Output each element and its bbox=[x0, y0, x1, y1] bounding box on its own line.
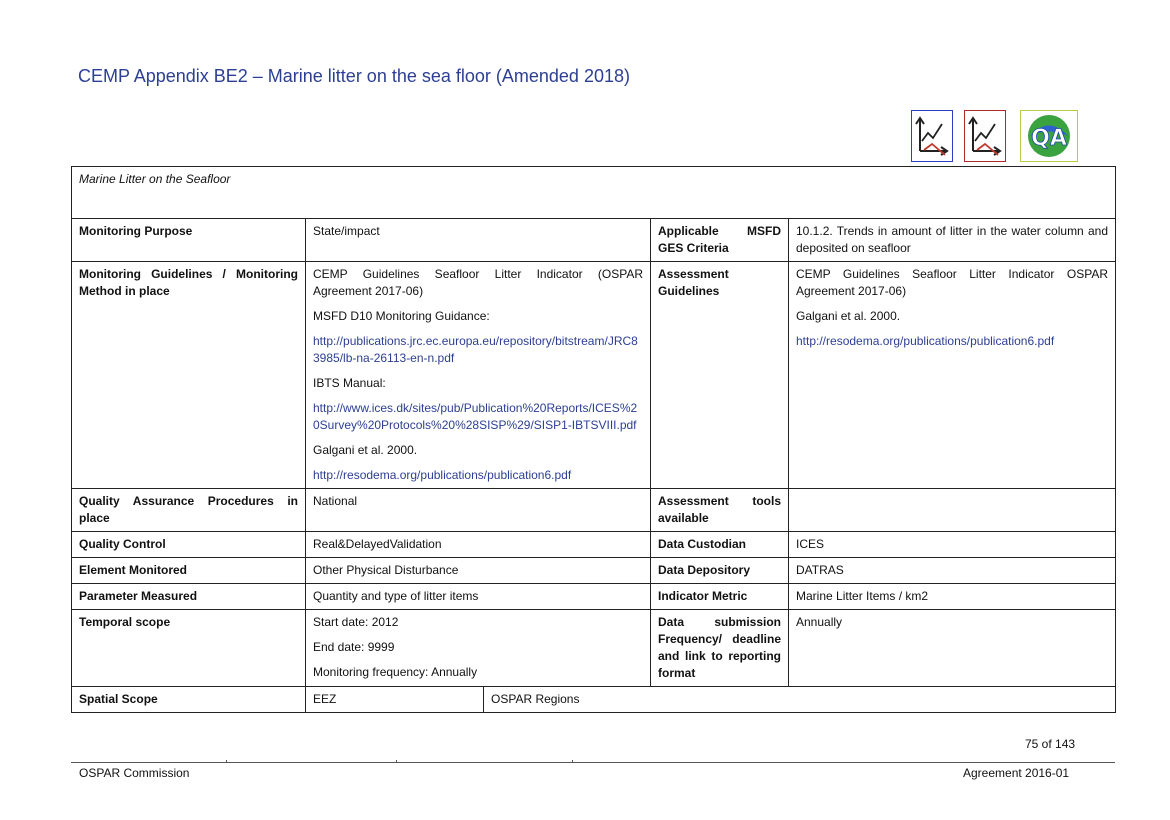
table-row bbox=[72, 532, 1116, 558]
assessment-item: Galgani et al. 2000. bbox=[796, 309, 901, 323]
footer-divider-tick bbox=[572, 760, 573, 763]
temporal-scope-value bbox=[306, 610, 651, 687]
table-row-guidelines bbox=[72, 262, 1116, 489]
footer-organization: OSPAR Commission bbox=[79, 766, 190, 780]
parameter-measured-value: Quantity and type of litter items bbox=[306, 584, 651, 610]
table-heading: Marine Litter on the Seafloor bbox=[72, 167, 1116, 219]
guideline-item: Galgani et al. 2000. bbox=[313, 443, 418, 457]
footer-divider bbox=[71, 762, 1115, 763]
table-heading-row bbox=[72, 167, 1116, 219]
spatial-scope-label: Spatial Scope bbox=[72, 687, 306, 713]
monitoring-frequency: Monitoring frequency: Annually bbox=[313, 665, 478, 679]
data-submission-label: Data submission Frequency/ deadline and link to reporting format bbox=[651, 610, 789, 687]
table-row-quality-assurance bbox=[72, 489, 1116, 532]
guideline-item: IBTS Manual: bbox=[313, 376, 386, 390]
ges-criteria-value: 10.1.2. Trends in amount of litter in the water column and deposited on seafloor bbox=[789, 219, 1116, 262]
table-row bbox=[72, 584, 1116, 610]
start-date: Start date: 2012 bbox=[313, 615, 399, 629]
msfd-guidance-link[interactable]: http://publications.jrc.ec.europa.eu/repository/bitstream/JRC83985/lb-na-26113-en-n.pdf bbox=[313, 334, 638, 365]
quality-assurance-label: Quality Assurance Procedures in place bbox=[72, 489, 306, 532]
data-depository-value: DATRAS bbox=[789, 558, 1116, 584]
guideline-item: CEMP Guidelines Seafloor Litter Indicator (OSPAR Agreement 2017-06) bbox=[313, 267, 643, 298]
ges-criteria-label: Applicable MSFD GES Criteria bbox=[651, 219, 789, 262]
assessment-guidelines-label: Assessment Guidelines bbox=[651, 262, 789, 489]
element-monitored-value: Other Physical Disturbance bbox=[306, 558, 651, 584]
table-row-purpose bbox=[72, 219, 1116, 262]
trend-chart-red-icon bbox=[964, 110, 1006, 162]
page-number: 75 of 143 bbox=[1025, 737, 1076, 751]
quality-assurance-value: National bbox=[306, 489, 651, 532]
parameter-measured-label: Parameter Measured bbox=[72, 584, 306, 610]
temporal-scope-label: Temporal scope bbox=[72, 610, 306, 687]
data-custodian-label: Data Custodian bbox=[651, 532, 789, 558]
document-title: CEMP Appendix BE2 – Marine litter on the sea floor (Amended 2018) bbox=[78, 66, 630, 86]
assessment-guidelines-value bbox=[789, 262, 1116, 489]
galgani-publication-link[interactable]: http://resodema.org/publications/publication6.pdf bbox=[313, 468, 572, 482]
assessment-item: CEMP Guidelines Seafloor Litter Indicator OSPAR Agreement 2017-06) bbox=[796, 267, 1109, 298]
monitoring-purpose-label: Monitoring Purpose bbox=[72, 219, 306, 262]
table-row-temporal bbox=[72, 610, 1116, 687]
assessment-tools-value bbox=[789, 489, 1116, 532]
data-depository-label: Data Depository bbox=[651, 558, 789, 584]
monitoring-purpose-value: State/impact bbox=[306, 219, 651, 262]
monitoring-guidelines-value bbox=[306, 262, 651, 489]
data-submission-value: Annually bbox=[789, 610, 1116, 687]
quality-control-value: Real&DelayedValidation bbox=[306, 532, 651, 558]
trend-chart-blue-icon bbox=[911, 110, 953, 162]
table-row bbox=[72, 558, 1116, 584]
monitoring-guidelines-label: Monitoring Guidelines / Monitoring Method in place bbox=[72, 262, 306, 489]
footer-divider-tick bbox=[226, 760, 227, 763]
data-custodian-value: ICES bbox=[789, 532, 1116, 558]
qa-logo-icon bbox=[1020, 110, 1078, 162]
monitoring-table bbox=[71, 166, 1116, 713]
assessment-publication-link[interactable]: http://resodema.org/publications/publication6.pdf bbox=[796, 334, 1055, 348]
ibts-manual-link[interactable]: http://www.ices.dk/sites/pub/Publication%20Reports/ICES%20Survey%20Protocols%20%28SISP%29/SISP1-IBTSVIII.pdf bbox=[313, 401, 638, 432]
spatial-scope-eez: EEZ bbox=[306, 687, 484, 713]
qa-logo-text: QA bbox=[1031, 126, 1067, 151]
element-monitored-label: Element Monitored bbox=[72, 558, 306, 584]
table-row-spatial bbox=[72, 687, 1116, 713]
indicator-metric-label: Indicator Metric bbox=[651, 584, 789, 610]
footer-agreement: Agreement 2016-01 bbox=[963, 766, 1070, 780]
indicator-metric-value: Marine Litter Items / km2 bbox=[789, 584, 1116, 610]
footer-divider-tick bbox=[396, 760, 397, 763]
assessment-tools-label: Assessment tools available bbox=[651, 489, 789, 532]
guideline-item: MSFD D10 Monitoring Guidance: bbox=[313, 309, 490, 323]
end-date: End date: 9999 bbox=[313, 640, 395, 654]
spatial-scope-regions: OSPAR Regions bbox=[484, 687, 1116, 713]
quality-control-label: Quality Control bbox=[72, 532, 306, 558]
